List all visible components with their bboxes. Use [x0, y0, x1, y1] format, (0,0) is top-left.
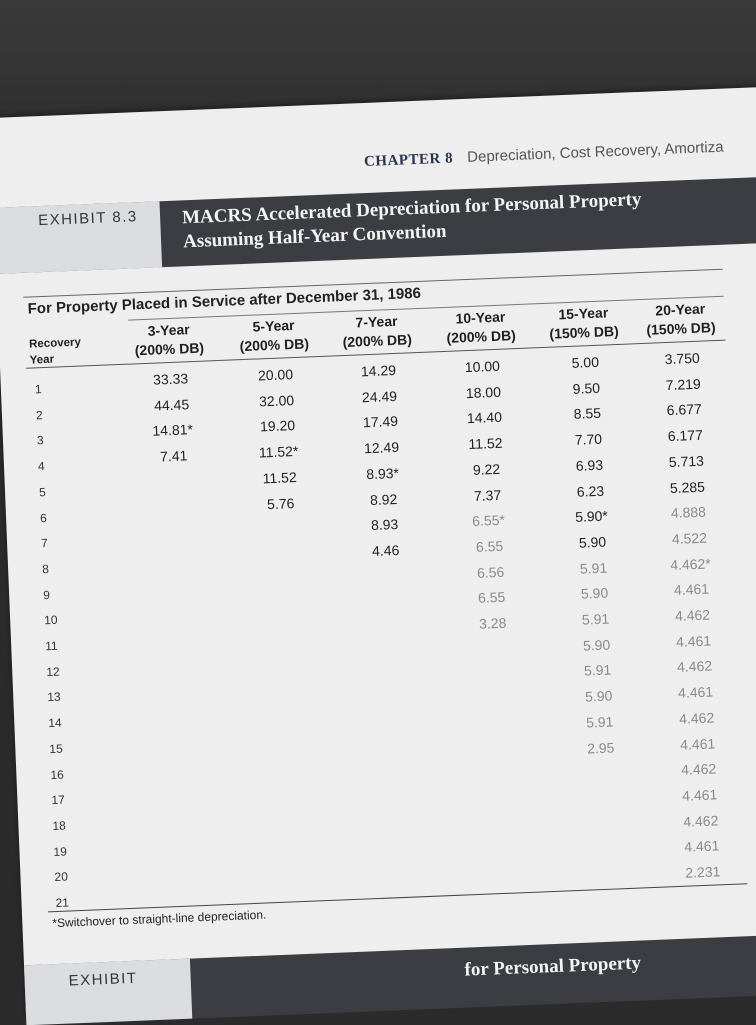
column-name: 15-Year	[558, 304, 609, 323]
table-cell: 6.55	[477, 589, 506, 607]
table-footnote: *Switchover to straight-line depreciation.	[52, 907, 267, 931]
table-cell: 5.91	[579, 559, 608, 577]
table-cell: 4.461	[681, 786, 718, 804]
recovery-year: 16	[50, 767, 65, 782]
table-cell: 4.462	[680, 760, 717, 778]
chapter-title: Depreciation, Cost Recovery, Amortiza	[466, 138, 724, 166]
table-cell: 4.46	[371, 541, 400, 559]
recovery-year: 7	[40, 536, 49, 551]
exhibit-title-line-2: Assuming Half-Year Convention	[182, 220, 447, 253]
table-cell: 4.462	[676, 657, 713, 676]
column-header	[430, 306, 531, 348]
column-method: (150% DB)	[646, 319, 716, 338]
table-cell: 3.28	[478, 614, 507, 632]
next-exhibit-bar	[24, 933, 756, 1025]
table-cell: 4.461	[673, 580, 710, 599]
table-cell: 2.231	[684, 863, 721, 881]
table-cell: 3.750	[664, 349, 701, 368]
table-cell: 20.00	[257, 366, 294, 384]
table-cell: 32.00	[258, 391, 295, 410]
table-cell: 5.713	[668, 452, 705, 470]
recovery-year: 15	[49, 741, 63, 756]
table-cell: 4.462	[678, 709, 715, 727]
exhibit-title-line-1: MACRS Accelerated Depreciation for Personal Property	[181, 188, 642, 229]
recovery-year: 20	[54, 869, 69, 885]
table-cell: 2.95	[586, 738, 615, 757]
table-cell: 24.49	[361, 387, 398, 405]
table-cell: 6.23	[576, 482, 605, 500]
column-name: 3-Year	[147, 321, 190, 339]
table-caption: For Property Placed in Service after December 31, 1986	[27, 284, 422, 318]
textbook-page	[0, 86, 756, 1017]
column-method: (200% DB)	[239, 335, 310, 355]
table-cell: 8.92	[369, 490, 398, 508]
table-cell: 14.81*	[152, 421, 194, 440]
next-exhibit-label: EXHIBIT	[24, 959, 192, 1025]
recovery-year: 6	[39, 510, 48, 525]
recovery-year: 3	[36, 433, 44, 448]
table-cell: 19.20	[259, 417, 296, 435]
recovery-year: 1	[34, 382, 42, 397]
table-cell: 11.52	[468, 434, 503, 453]
table-cell: 5.90*	[574, 507, 609, 526]
table-cell: 5.76	[266, 494, 295, 512]
table-cell: 4.461	[679, 734, 716, 753]
table-cell: 10.00	[464, 357, 501, 376]
column-method: (200% DB)	[446, 327, 517, 346]
recovery-year: 11	[44, 638, 58, 654]
table-cell: 6.56	[476, 563, 505, 581]
recovery-header-line1: Recovery	[28, 336, 82, 351]
table-cell: 5.91	[585, 713, 614, 731]
column-name: 20-Year	[655, 300, 706, 319]
table-cell: 33.33	[152, 370, 189, 388]
chapter-label: CHAPTER 8	[363, 150, 454, 171]
table-cell: 4.522	[671, 529, 708, 547]
exhibit-number: EXHIBIT 8.3	[0, 201, 162, 274]
recovery-year: 8	[41, 561, 50, 577]
exhibit-title-bar	[0, 176, 756, 274]
table-cell: 6.55*	[471, 511, 506, 530]
table-cell: 14.40	[466, 409, 503, 427]
table-cell: 5.285	[669, 478, 706, 496]
next-exhibit-title: for Personal Property	[464, 952, 642, 981]
table-cell: 12.49	[363, 438, 400, 457]
recovery-year: 10	[43, 612, 58, 628]
table-cell: 5.90	[580, 584, 609, 602]
table-cell: 4.461	[675, 632, 712, 650]
column-header	[223, 315, 324, 357]
table-cell: 5.90	[582, 636, 611, 654]
table-cell: 6.677	[666, 401, 703, 419]
table-cell: 8.55	[573, 405, 602, 423]
table-cell: 4.462*	[669, 555, 711, 573]
recovery-year: 2	[35, 407, 43, 423]
table-cell: 6.55	[475, 537, 504, 555]
recovery-year: 12	[45, 664, 60, 679]
table-cell: 11.52	[262, 468, 297, 487]
recovery-year: 5	[38, 484, 47, 500]
table-cell: 8.93	[370, 516, 399, 534]
recovery-year-header	[29, 335, 82, 369]
table-cell: 5.90	[584, 687, 613, 705]
table-cell: 18.00	[465, 383, 502, 401]
table-cell: 11.52*	[258, 442, 299, 461]
table-cell: 4.461	[683, 837, 720, 856]
column-header	[630, 298, 731, 340]
table-cell: 5.90	[578, 533, 607, 551]
recovery-year: 18	[52, 818, 67, 833]
recovery-year: 19	[53, 844, 68, 859]
table-cell: 6.93	[575, 456, 604, 474]
running-head	[364, 139, 724, 171]
table-cell: 9.50	[572, 379, 601, 397]
table-cell: 7.219	[665, 375, 702, 393]
column-header	[118, 319, 219, 361]
column-method: (200% DB)	[342, 331, 413, 351]
table-cell: 8.93*	[365, 464, 400, 482]
column-name: 5-Year	[252, 316, 295, 335]
column-name: 10-Year	[455, 308, 506, 327]
recovery-year: 21	[55, 895, 70, 910]
table-bottom-rule	[48, 883, 747, 912]
column-name: 7-Year	[355, 312, 398, 331]
table-cell: 4.462	[682, 811, 719, 830]
table-cell: 5.91	[583, 661, 612, 679]
table-cell: 17.49	[362, 413, 399, 431]
column-method: (150% DB)	[549, 322, 619, 342]
exhibit-title	[182, 188, 643, 254]
table-cell: 7.41	[159, 447, 188, 465]
recovery-year: 14	[48, 715, 62, 731]
table-cell: 14.29	[360, 361, 397, 380]
table-cell: 9.22	[472, 460, 501, 478]
table-cell: 4.461	[677, 683, 714, 701]
table-cell: 7.70	[574, 430, 603, 448]
column-header	[326, 311, 427, 353]
recovery-year: 17	[51, 792, 66, 808]
column-method: (200% DB)	[134, 339, 205, 359]
recovery-year: 13	[47, 690, 61, 705]
recovery-year: 9	[42, 587, 51, 602]
table-cell: 4.888	[670, 503, 707, 522]
table-cell: 4.462	[674, 606, 711, 624]
table-cell: 6.177	[667, 426, 704, 445]
table-cell: 7.37	[473, 486, 502, 504]
recovery-year: 4	[37, 459, 45, 474]
recovery-header-line2: Year	[29, 353, 55, 367]
column-header	[533, 302, 634, 344]
table-cell: 5.91	[581, 610, 610, 628]
table-cell: 5.00	[571, 353, 600, 371]
table-cell: 44.45	[153, 395, 190, 414]
